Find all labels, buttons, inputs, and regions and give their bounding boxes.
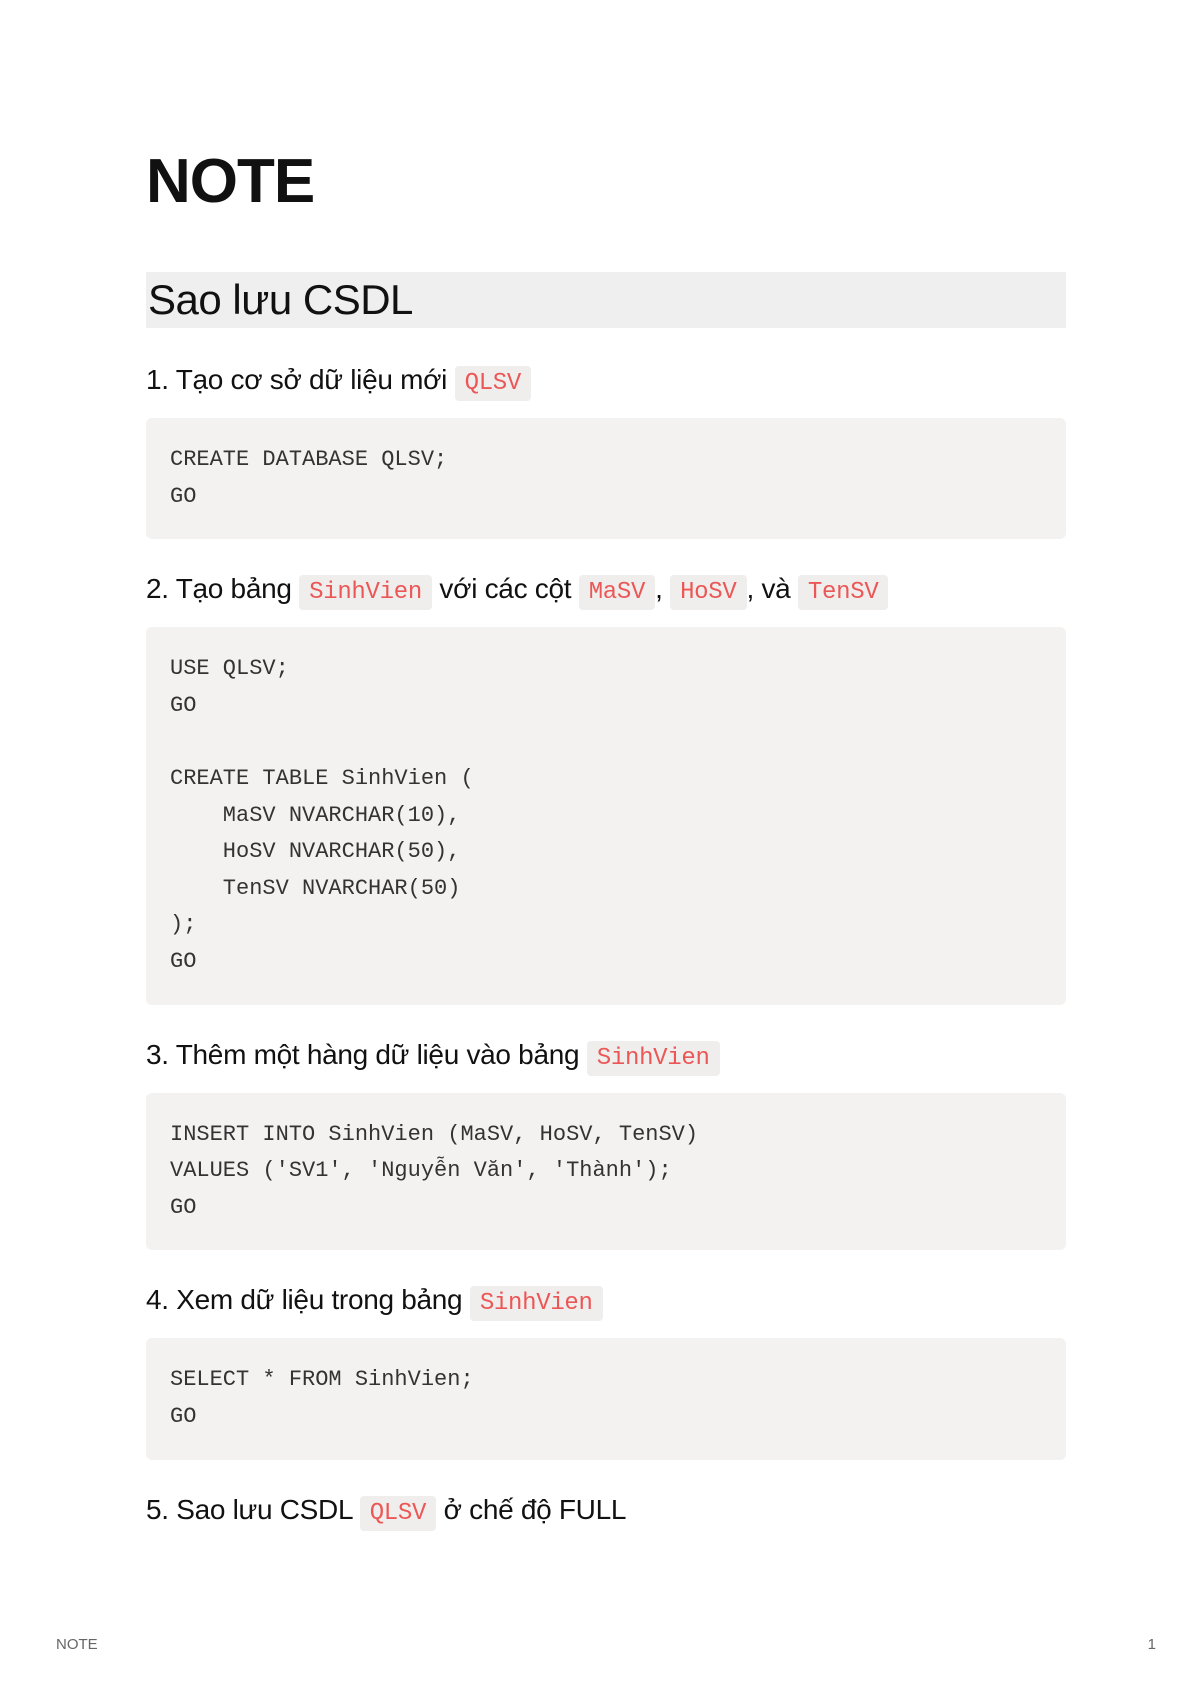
step-5-text: 5. Sao lưu CSDL [146,1493,360,1525]
step-4-heading [146,1280,1066,1324]
step-5 [146,1490,1066,1534]
step-3 [146,1035,1066,1251]
code-block-1: CREATE DATABASE QLSV; GO [146,418,1066,539]
step-2-separator-2: , và [746,573,798,605]
step-4 [146,1280,1066,1459]
inline-code-sinhvien: SinhVien [587,1041,720,1076]
inline-code-sinhvien: SinhVien [470,1286,603,1321]
step-4-text: 4. Xem dữ liệu trong bảng [146,1284,470,1316]
step-2 [146,569,1066,1004]
step-3-heading [146,1035,1066,1079]
document-page [146,140,1066,1534]
step-2-heading [146,569,1066,613]
code-block-2: USE QLSV; GO CREATE TABLE SinhVien ( MaSV NVARCHAR(10), HoSV NVARCHAR(50), TenSV NVARCHAR(50) ); GO [146,627,1066,1004]
code-block-3: INSERT INTO SinhVien (MaSV, HoSV, TenSV) VALUES ('SV1', 'Nguyễn Văn', 'Thành'); GO [146,1093,1066,1251]
step-2-text-2: với các cột [431,573,579,605]
step-1 [146,360,1066,539]
code-block-4: SELECT * FROM SinhVien; GO [146,1338,1066,1459]
inline-code-masv: MaSV [579,575,655,610]
step-5-text-2: ở chế độ FULL [436,1493,627,1525]
step-3-text: 3. Thêm một hàng dữ liệu vào bảng [146,1038,587,1070]
step-2-separator-1: , [655,573,671,605]
page-number: 1 [1147,1636,1156,1653]
section-heading: Sao lưu CSDL [146,272,1066,328]
page-title: NOTE [146,147,315,216]
inline-code-hosv: HoSV [670,575,746,610]
step-2-text: 2. Tạo bảng [146,573,300,605]
step-1-text: 1. Tạo cơ sở dữ liệu mới [146,364,455,395]
inline-code-sinhvien: SinhVien [299,575,432,610]
inline-code-tensv: TenSV [798,575,889,610]
inline-code-qlsv: QLSV [360,1496,436,1531]
footer-title: NOTE [56,1636,98,1653]
step-1-heading [146,360,1066,404]
inline-code-qlsv: QLSV [455,366,531,401]
step-5-heading [146,1490,1066,1534]
